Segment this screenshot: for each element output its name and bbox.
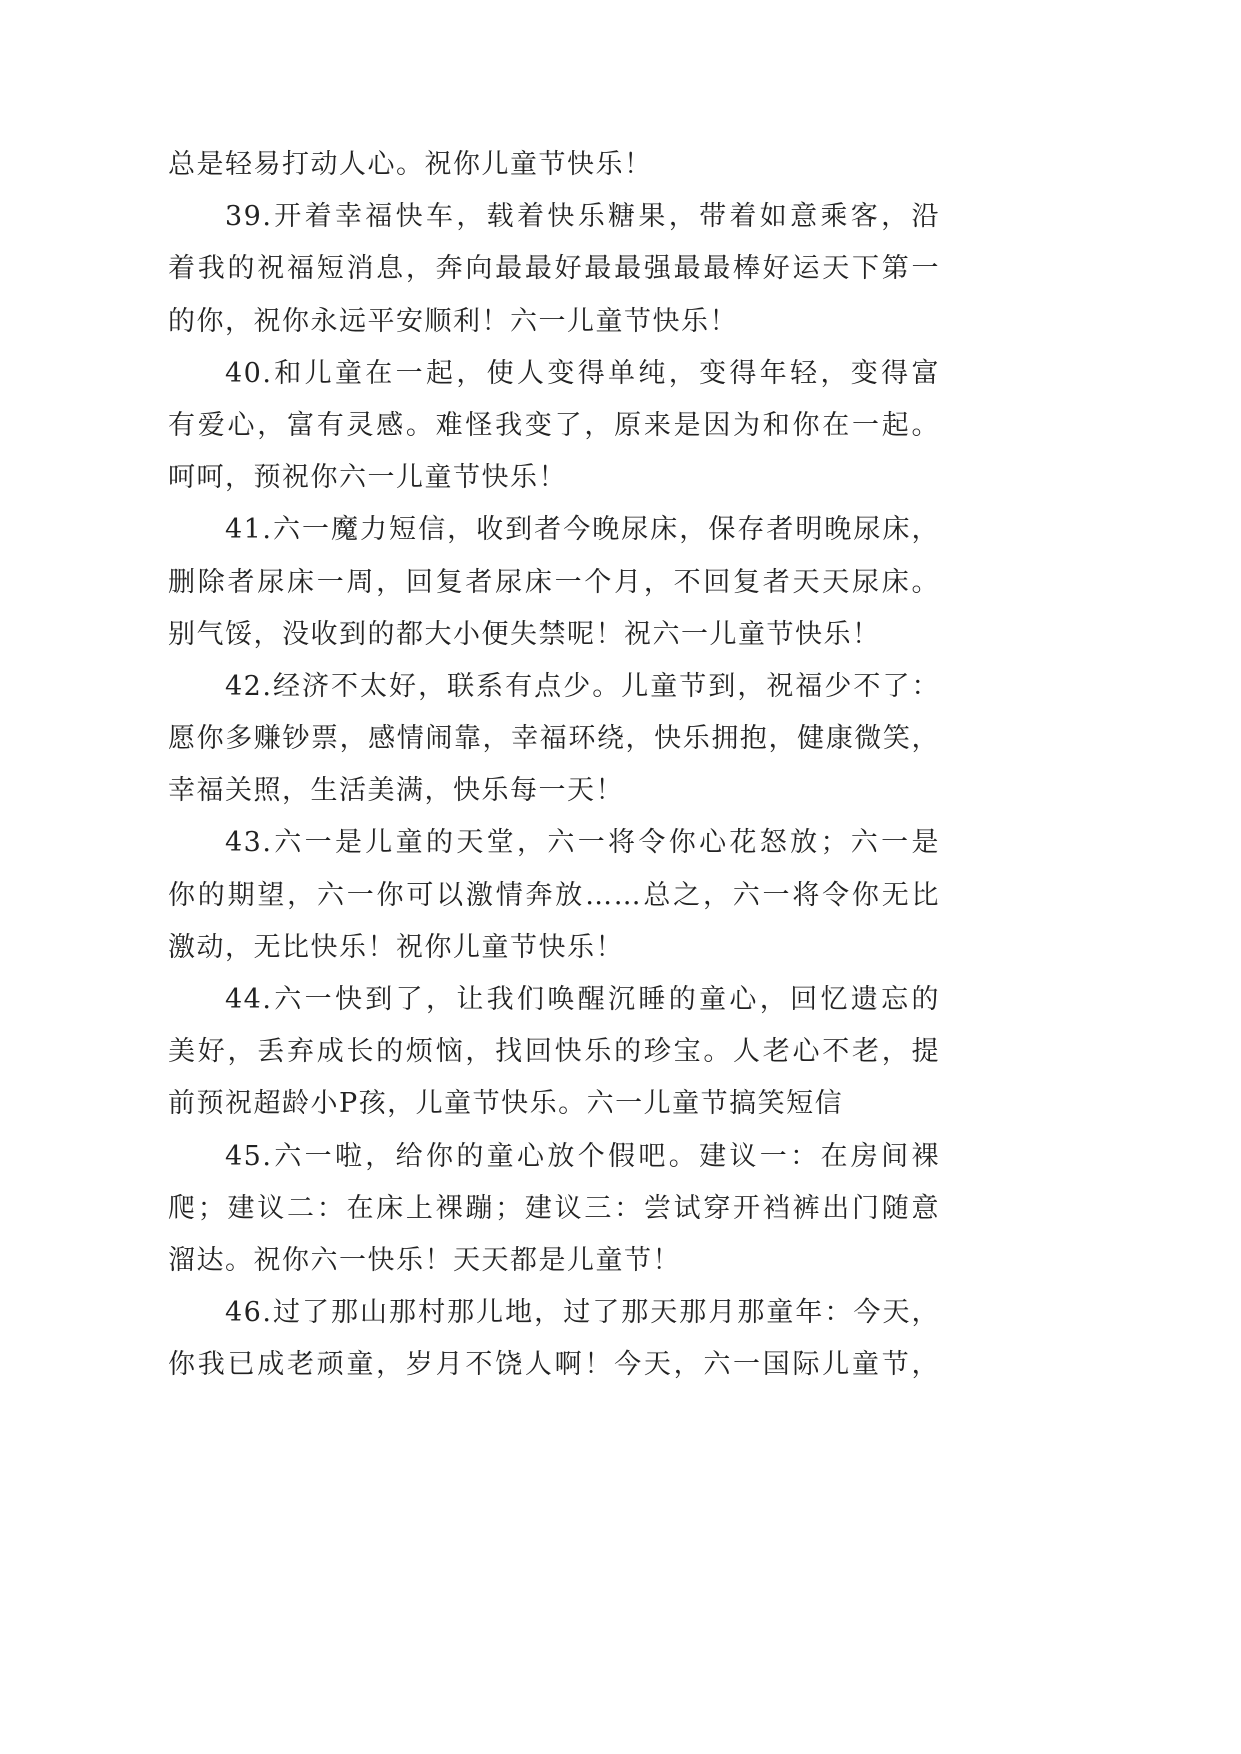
paragraph-line: 溜达。祝你六一快乐！天天都是儿童节！ bbox=[168, 1244, 681, 1276]
paragraph-40 bbox=[168, 348, 940, 505]
paragraph-line: 幸福关照，生活美满，快乐每一天！ bbox=[168, 775, 624, 807]
paragraph-line: 愿你多赚钞票，感情闹靠，幸福环绕，快乐拥抱，健康微笑， bbox=[168, 723, 940, 755]
paragraph-line: 呵呵，预祝你六一儿童节快乐！ bbox=[168, 462, 567, 494]
paragraph-line: 着我的祝福短消息，奔向最最好最最强最最棒好运天下第一 bbox=[168, 253, 940, 285]
paragraph-line: 41.六一魔力短信，收到者今晚尿床，保存者明晚尿床， bbox=[225, 514, 940, 546]
paragraph-line: 美好，丢弃成长的烦恼，找回快乐的珍宝。人老心不老，提 bbox=[168, 1036, 940, 1068]
paragraph-line: 删除者尿床一周，回复者尿床一个月，不回复者天天尿床。 bbox=[168, 566, 940, 598]
paragraph-line: 你我已成老顽童，岁月不饶人啊！今天，六一国际儿童节， bbox=[168, 1349, 940, 1381]
paragraph-line: 的你，祝你永远平安顺利！六一儿童节快乐！ bbox=[168, 305, 738, 337]
paragraph-line: 前预祝超龄小P孩，儿童节快乐。六一儿童节搞笑短信 bbox=[168, 1088, 844, 1120]
paragraph-45 bbox=[168, 1131, 940, 1288]
paragraph-44 bbox=[168, 974, 940, 1131]
paragraph-line: 43.六一是儿童的天堂，六一将令你心花怒放；六一是 bbox=[225, 827, 940, 859]
paragraph-39 bbox=[168, 191, 940, 348]
paragraph-line: 激动，无比快乐！祝你儿童节快乐！ bbox=[168, 931, 624, 963]
paragraph-line: 44.六一快到了，让我们唤醒沉睡的童心，回忆遗忘的 bbox=[225, 984, 940, 1015]
paragraph-line: 40.和儿童在一起，使人变得单纯，变得年轻，变得富 bbox=[225, 357, 940, 389]
paragraph-line: 45.六一啦，给你的童心放个假吧。建议一：在房间裸 bbox=[225, 1140, 940, 1172]
paragraph-46 bbox=[168, 1287, 940, 1391]
paragraph-line: 46.过了那山那村那儿地，过了那天那月那童年：今天， bbox=[225, 1297, 940, 1329]
paragraph-line: 总是轻易打动人心。祝你儿童节快乐！ bbox=[168, 149, 653, 180]
paragraph-line: 39.开着幸福快车，载着快乐糖果，带着如意乘客，沿 bbox=[225, 201, 940, 233]
paragraph-43 bbox=[168, 817, 940, 974]
paragraph-42 bbox=[168, 661, 940, 818]
paragraph-continued bbox=[168, 139, 940, 191]
paragraph-line: 别气馁，没收到的都大小便失禁呢！祝六一儿童节快乐！ bbox=[168, 618, 881, 650]
paragraph-line: 你的期望，六一你可以激情奔放……总之，六一将令你无比 bbox=[168, 879, 940, 911]
paragraph-line: 42.经济不太好，联系有点少。儿童节到，祝福少不了： bbox=[225, 670, 940, 702]
paragraph-line: 爬；建议二：在床上裸蹦；建议三：尝试穿开裆裤出门随意 bbox=[168, 1192, 940, 1224]
paragraph-line: 有爱心，富有灵感。难怪我变了，原来是因为和你在一起。 bbox=[168, 409, 940, 441]
document-body bbox=[168, 139, 940, 1392]
paragraph-41 bbox=[168, 504, 940, 661]
